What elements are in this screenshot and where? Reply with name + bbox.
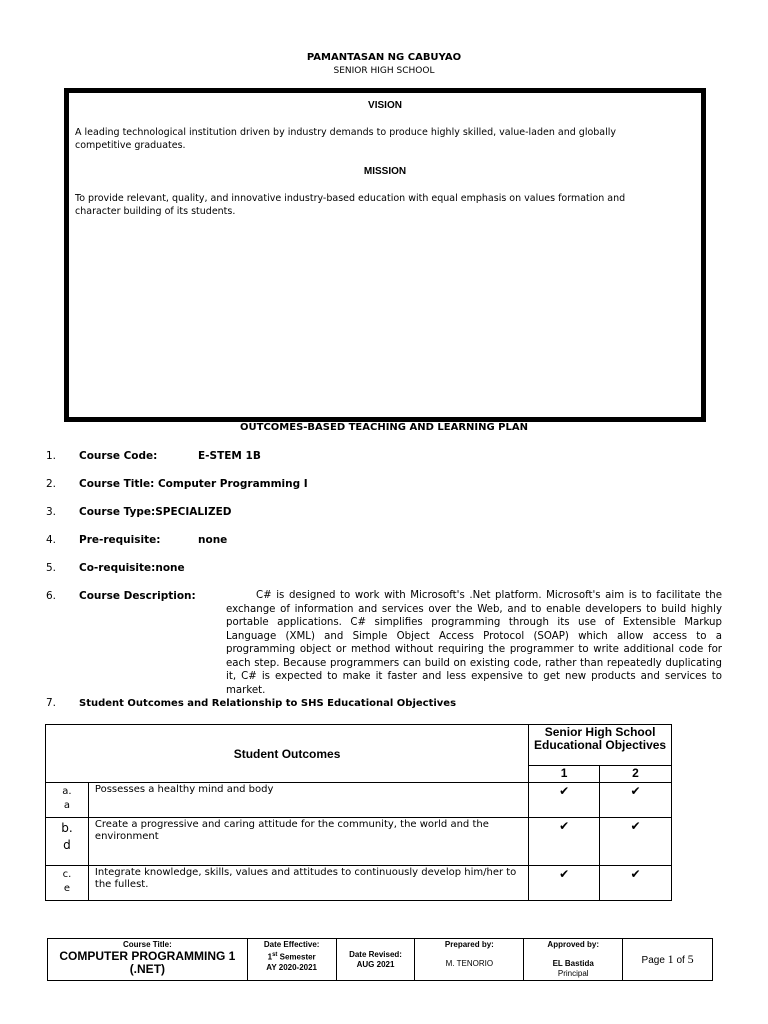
objective-1-check: ✔ <box>529 866 600 901</box>
footer-prepared-by-cell <box>415 939 524 981</box>
objective-1-check: ✔ <box>529 818 600 866</box>
item-corequisite <box>46 562 185 574</box>
objective-2-check: ✔ <box>600 818 672 866</box>
footer-approved-by-label: Approved by: <box>547 940 599 949</box>
document-footer <box>47 938 713 981</box>
footer-semester: 1st Semester <box>267 952 316 962</box>
item-prerequisite <box>46 534 228 546</box>
item-label: Course Description: <box>79 590 196 602</box>
footer-course-title: COMPUTER PROGRAMMING 1 (.NET) <box>59 949 236 976</box>
item-value: E-STEM 1B <box>198 450 261 462</box>
outcome-letter: a. a <box>46 783 89 818</box>
footer-prepared-by-label: Prepared by: <box>444 940 494 949</box>
vision-text: A leading technological institution driven by industry demands to produce highly skilled, value-laden and globally competitive graduates. <box>75 127 617 151</box>
item-number: 5. <box>46 562 57 574</box>
footer-academic-year: AY 2020-2021 <box>266 962 317 972</box>
footer-date-revised-cell <box>336 939 415 981</box>
objective-1-check: ✔ <box>529 783 600 818</box>
item-label: Course Title: Computer Programming I <box>79 478 308 490</box>
footer-date-revised: AUG 2021 <box>356 959 395 969</box>
item-number: 1. <box>46 450 57 462</box>
footer-date-effective-label: Date Effective: <box>263 940 320 949</box>
outcome-letter: c. e <box>46 866 89 901</box>
footer-course-title-cell <box>48 939 248 981</box>
footer-prepared-by: M. TENORIO <box>445 959 494 968</box>
footer-approved-by-cell <box>524 939 623 981</box>
item-number: 2. <box>46 478 57 490</box>
institution-name: PAMANTASAN NG CABUYAO <box>306 52 462 63</box>
table-row <box>46 783 672 818</box>
table-row <box>46 866 672 901</box>
item-label: Course Type:SPECIALIZED <box>79 506 232 518</box>
vision-mission-box <box>64 88 706 422</box>
objective-2-check: ✔ <box>600 866 672 901</box>
outcome-text: Integrate knowledge, skills, values and attitudes to continuously develop him/her to the fullest. <box>88 866 528 901</box>
school-name: SENIOR HIGH SCHOOL <box>333 66 435 76</box>
item-number: 7. <box>46 697 57 709</box>
student-outcomes-header: Student Outcomes <box>46 725 529 783</box>
footer-course-title-label: Course Title: <box>122 940 172 949</box>
item-course-code <box>46 450 261 462</box>
footer-page-number: Page 1 of 5 <box>623 939 713 981</box>
item-label: Co-requisite:none <box>79 562 185 574</box>
table-row <box>46 818 672 866</box>
plan-title: OUTCOMES-BASED TEACHING AND LEARNING PLAN <box>240 422 528 433</box>
objective-2-header: 2 <box>600 766 672 783</box>
objective-2-check: ✔ <box>600 783 672 818</box>
item-label: Course Code: <box>79 450 158 462</box>
vision-title: VISION <box>368 100 402 111</box>
item-label: Student Outcomes and Relationship to SHS Educational Objectives <box>79 698 457 709</box>
table-header-row <box>46 725 672 766</box>
item-student-outcomes <box>46 697 456 709</box>
item-number: 3. <box>46 506 57 518</box>
outcome-text: Create a progressive and caring attitude for the community, the world and the environment <box>88 818 528 866</box>
item-label: Pre-requisite: <box>79 534 161 546</box>
item-value: none <box>198 534 228 546</box>
item-number: 4. <box>46 534 57 546</box>
item-course-description <box>46 590 196 602</box>
course-description-text: C# is designed to work with Microsoft's .Net platform. Microsoft's aim is to facilitate the exchange of information and services over the Web, and to enable developers to build highly portable applications. C# simplifies programming through its use of Extensible Markup Language (XML) and Simple Object Access Protocol (SOAP) which allow access to a programming object or method without requiring the programmer to write additional code for each step. Because programmers can build on existing code, rather than repeatedly duplicating it, C# is expected to make it faster and less expensive to get new products and services to market. <box>226 590 722 696</box>
footer-date-revised-label: Date Revised: <box>349 949 402 959</box>
item-course-title <box>46 478 308 490</box>
footer-date-effective-cell <box>247 939 336 981</box>
item-course-type <box>46 506 231 518</box>
shs-objectives-header: Senior High School Educational Objectives <box>529 725 672 766</box>
footer-approved-role: Principal <box>557 969 589 978</box>
mission-text: To provide relevant, quality, and innovative industry-based education with equal emphasis on values formation and character building of its students. <box>75 193 626 217</box>
item-number: 6. <box>46 590 57 602</box>
outcome-letter: b. d <box>46 818 89 866</box>
objective-1-header: 1 <box>529 766 600 783</box>
outcome-text: Possesses a healthy mind and body <box>88 783 528 818</box>
footer-approved-by: EL Bastida <box>552 959 594 968</box>
student-outcomes-table <box>45 724 672 901</box>
mission-title: MISSION <box>363 166 407 177</box>
